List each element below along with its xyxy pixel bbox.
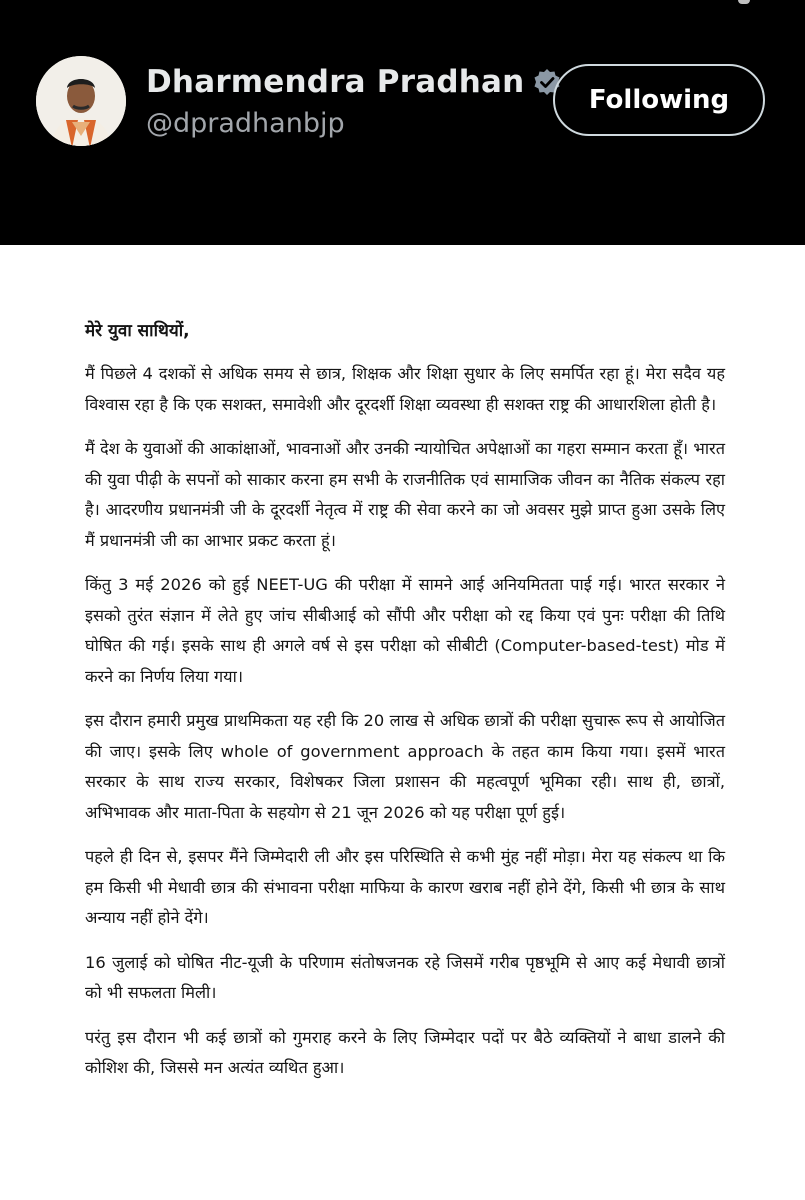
letter-paragraph: 16 जुलाई को घोषित नीट-यूजी के परिणाम संतोषजनक रहे जिसमें गरीब पृष्ठभूमि से आए कई मेधावी छात्रों को भी सफलता मिली।	[85, 952, 725, 1002]
letter-salutation: मेरे युवा साथियों,	[85, 321, 190, 341]
letter-paragraph: परंतु इस दौरान भी कई छात्रों को गुमराह करने के लिए जिम्मेदार पदों पर बैठे व्यक्तियों ने बाधा डालने की कोशिश की, जिससे मन अत्यंत व्यथित हुआ।	[85, 1027, 725, 1077]
user-handle[interactable]: @dpradhanbjp	[146, 108, 345, 139]
following-button[interactable]: Following	[553, 64, 765, 136]
status-bar-icon	[738, 0, 750, 4]
name-row	[146, 60, 562, 104]
letter-paragraph: किंतु 3 मई 2026 को हुई NEET-UG की परीक्षा में सामने आई अनियमितता पाई गई। भारत सरकार ने इसको तुरंत संज्ञान में लेते हुए जांच सीबीआई को सौंपी और परीक्षा को रद्द किया एवं पुनः परीक्षा की तिथि घोषित की गई। इसके साथ ही अगले वर्ष से इस परीक्षा को सीबीटी (Computer-based-test) मोड में करने का निर्णय लिया गया।	[85, 575, 725, 686]
letter-paragraph: इस दौरान हमारी प्रमुख प्राथमिकता यह रही कि 20 लाख से अधिक छात्रों की परीक्षा सुचारू रूप से आयोजित की जाए। इसके लिए whole of government approach के तहत काम किया गया। इसमें भारत सरकार के साथ राज्य सरकार, विशेषकर जिला प्रशासन की महत्वपूर्ण भूमिका रही। साथ ही, छात्रों, अभिभावक और माता-पिता के सहयोग से 21 जून 2026 को यह परीक्षा पूर्ण हुई।	[85, 711, 725, 822]
profile-header	[0, 0, 805, 245]
letter-paragraph: पहले ही दिन से, इसपर मैंने जिम्मेदारी ली और इस परिस्थिति से कभी मुंह नहीं मोड़ा। मेरा यह संकल्प था कि हम किसी भी मेधावी छात्र की संभावना परीक्षा माफिया के कारण खराब नहीं होने देंगे, किसी भी छात्र के साथ अन्याय नहीं होने देंगे।	[85, 847, 725, 927]
letter-paragraph: मैं पिछले 4 दशकों से अधिक समय से छात्र, शिक्षक और शिक्षा सुधार के लिए समर्पित रहा हूं। मेरा सदैव यह विश्वास रहा है कि एक सशक्त, समावेशी और दूरदर्शी शिक्षा व्यवस्था ही सशक्त राष्ट्र की आधारशिला होती है।	[85, 364, 725, 414]
letter-body	[85, 318, 725, 1098]
letter-paragraph: मैं देश के युवाओं की आकांक्षाओं, भावनाओं और उनकी न्यायोचित अपेक्षाओं का गहरा सम्मान करता हूँ। भारत की युवा पीढ़ी के सपनों को साकार करना हम सभी के राजनीतिक एवं सामाजिक जीवन का नैतिक संकल्प रहा है। आदरणीय प्रधानमंत्री जी के दूरदर्शी नेतृत्व में राष्ट्र की सेवा करने का जो अवसर मुझे प्राप्त हुआ उसके लिए मैं प्रधानमंत्री जी का आभार प्रकट करता हूं।	[85, 439, 725, 550]
avatar[interactable]	[36, 56, 126, 146]
display-name[interactable]: Dharmendra Pradhan	[146, 64, 525, 100]
person-avatar-icon	[36, 56, 126, 146]
